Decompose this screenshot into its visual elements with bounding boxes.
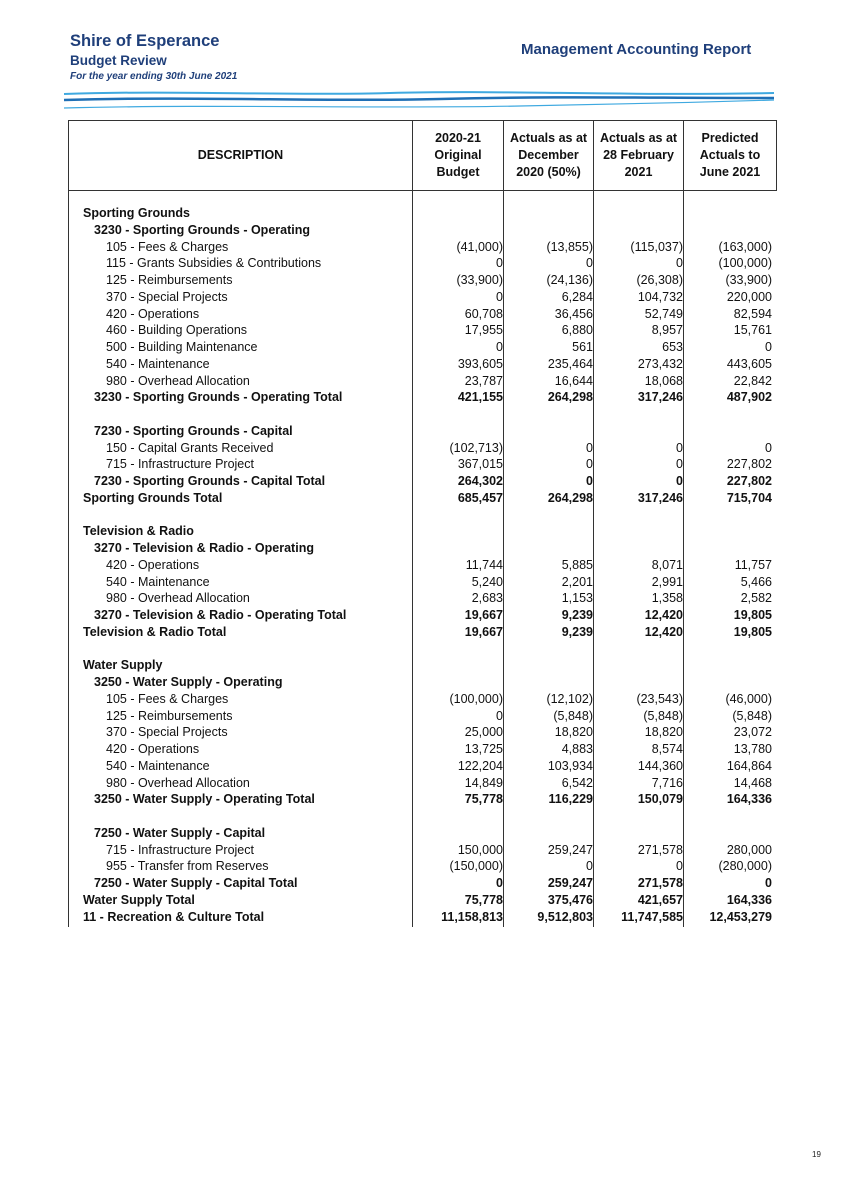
row-value: 0 xyxy=(765,340,772,354)
column-header-line: June 2021 xyxy=(699,165,761,179)
row-description: 715 - Infrastructure Project xyxy=(106,457,254,472)
column-header-description xyxy=(69,121,412,190)
row-value: 25,000 xyxy=(464,725,503,740)
row-value: 0 xyxy=(676,457,683,472)
table-row xyxy=(69,791,776,808)
row-value: 0 xyxy=(676,440,683,455)
row-value: 122,204 xyxy=(457,758,503,773)
row-value: 2,991 xyxy=(651,574,683,589)
header-bottom-border xyxy=(69,190,776,191)
row-description: 540 - Maintenance xyxy=(106,574,210,589)
table-row xyxy=(69,255,776,272)
row-value: 4,883 xyxy=(561,742,593,756)
table-row xyxy=(69,440,776,457)
row-value: 0 xyxy=(676,859,683,874)
row-value: 0 xyxy=(496,256,503,271)
row-value: 11,158,813 xyxy=(441,909,503,924)
row-value: (150,000) xyxy=(449,859,503,874)
row-description: 715 - Infrastructure Project xyxy=(106,842,254,857)
row-description: 460 - Building Operations xyxy=(106,323,248,338)
table-row xyxy=(69,473,776,490)
row-description: 980 - Overhead Allocation xyxy=(106,373,250,388)
header-wave-divider xyxy=(60,86,780,116)
row-value: 82,594 xyxy=(733,306,772,321)
row-value: 0 xyxy=(676,474,683,488)
row-value: 264,298 xyxy=(547,490,593,505)
row-value: 264,298 xyxy=(547,390,593,405)
column-header-line: Original xyxy=(434,148,482,162)
row-value: 280,000 xyxy=(726,842,772,857)
row-value: 164,336 xyxy=(726,792,772,807)
row-value: 0 xyxy=(765,440,772,455)
row-value: 487,902 xyxy=(726,390,772,405)
row-value: (100,000) xyxy=(718,256,772,271)
table-row xyxy=(69,590,776,607)
row-value: 5,466 xyxy=(740,574,772,589)
column-header-actuals-december xyxy=(504,121,593,190)
row-value: 18,068 xyxy=(644,373,683,388)
row-value: 0 xyxy=(586,859,593,874)
row-value: 421,657 xyxy=(637,892,683,907)
table-row xyxy=(69,574,776,591)
table-row xyxy=(69,674,776,691)
table-row xyxy=(69,892,776,909)
column-header-predicted-actuals xyxy=(684,121,776,190)
row-value: 8,071 xyxy=(651,557,683,572)
table-row xyxy=(69,423,776,440)
row-value: 164,336 xyxy=(726,892,772,907)
table-row xyxy=(69,691,776,708)
row-description: 105 - Fees & Charges xyxy=(106,691,229,706)
row-value: 103,934 xyxy=(547,758,593,773)
row-value: 19,805 xyxy=(733,608,772,622)
row-value: (5,848) xyxy=(553,708,593,723)
document-subtitle: Budget Review xyxy=(70,53,167,68)
row-value: 18,820 xyxy=(644,725,683,740)
row-value: 164,864 xyxy=(726,758,772,773)
row-value: (13,855) xyxy=(546,239,593,254)
column-header-line: 2020 (50%) xyxy=(516,165,581,179)
row-description: 980 - Overhead Allocation xyxy=(106,775,250,790)
row-value: 271,578 xyxy=(637,842,683,857)
row-description: 11 - Recreation & Culture Total xyxy=(83,909,265,924)
row-value: 0 xyxy=(765,876,772,890)
row-description: 150 - Capital Grants Received xyxy=(106,440,274,455)
table-row xyxy=(69,490,776,507)
row-value: 14,849 xyxy=(464,775,503,790)
row-value: (102,713) xyxy=(449,440,503,455)
row-value: 9,239 xyxy=(561,624,593,639)
row-value: 259,247 xyxy=(547,842,593,857)
row-value: 17,955 xyxy=(464,323,503,338)
row-value: 0 xyxy=(496,708,503,723)
table-row xyxy=(69,724,776,741)
row-description: 115 - Grants Subsidies & Contributions xyxy=(106,256,322,271)
row-value: 0 xyxy=(586,457,593,472)
spacer-row xyxy=(69,641,776,658)
row-value: (280,000) xyxy=(718,859,772,874)
wave-line-thin xyxy=(64,100,774,108)
table-body xyxy=(69,205,776,925)
row-value: 13,725 xyxy=(464,742,503,756)
column-header-actuals-february xyxy=(594,121,683,190)
row-value: 2,683 xyxy=(471,591,503,606)
row-description: 3230 - Sporting Grounds - Operating Total xyxy=(94,390,343,405)
row-value: 375,476 xyxy=(547,892,593,907)
row-value: (26,308) xyxy=(636,273,683,287)
row-description: 7230 - Sporting Grounds - Capital xyxy=(94,423,293,438)
row-value: 367,015 xyxy=(457,457,503,472)
row-value: 23,072 xyxy=(733,725,772,740)
row-value: 12,420 xyxy=(644,608,683,622)
row-description: 540 - Maintenance xyxy=(106,758,210,773)
row-value: 685,457 xyxy=(457,490,503,505)
table-row xyxy=(69,657,776,674)
table-row xyxy=(69,389,776,406)
row-value: 11,744 xyxy=(465,557,503,572)
row-value: 150,000 xyxy=(457,842,503,857)
row-description: 125 - Reimbursements xyxy=(106,273,233,287)
row-value: (23,543) xyxy=(636,691,683,706)
row-value: (5,848) xyxy=(643,708,683,723)
row-value: 6,542 xyxy=(561,775,593,790)
organization-name: Shire of Esperance xyxy=(70,32,220,50)
row-value: 0 xyxy=(676,256,683,271)
column-header-line: 2021 xyxy=(624,165,653,179)
row-description: 3270 - Television & Radio - Operating Total xyxy=(94,608,347,622)
row-description: 500 - Building Maintenance xyxy=(106,340,258,354)
row-value: 6,880 xyxy=(561,323,593,338)
row-value: 9,512,803 xyxy=(537,909,593,924)
row-description: 105 - Fees & Charges xyxy=(106,239,229,254)
table-row xyxy=(69,607,776,624)
table-row xyxy=(69,272,776,289)
row-description: 420 - Operations xyxy=(106,306,200,321)
column-header-original-budget xyxy=(413,121,503,190)
row-value: 104,732 xyxy=(637,289,683,304)
table-row xyxy=(69,322,776,339)
table-row xyxy=(69,842,776,859)
row-value: 2,582 xyxy=(740,591,772,606)
row-value: 273,432 xyxy=(637,356,683,371)
row-value: 421,155 xyxy=(457,390,503,405)
row-value: 317,246 xyxy=(637,390,683,405)
row-value: 13,780 xyxy=(733,742,772,756)
row-description: 980 - Overhead Allocation xyxy=(106,591,250,606)
row-value: 0 xyxy=(586,440,593,455)
row-value: 11,747,585 xyxy=(621,909,683,924)
row-description: 420 - Operations xyxy=(106,742,200,756)
table-row xyxy=(69,775,776,792)
table-row xyxy=(69,758,776,775)
header-right-border xyxy=(776,121,777,191)
table-row xyxy=(69,875,776,892)
row-description: 7250 - Water Supply - Capital xyxy=(94,825,266,840)
row-value: (33,900) xyxy=(456,273,503,287)
report-title: Management Accounting Report xyxy=(521,41,752,58)
row-value: 6,284 xyxy=(561,289,593,304)
row-value: 52,749 xyxy=(644,306,683,321)
row-description: Sporting Grounds xyxy=(83,206,190,220)
row-value: 9,239 xyxy=(561,608,593,622)
row-value: 561 xyxy=(572,340,593,354)
row-value: (33,900) xyxy=(725,273,772,287)
row-value: 235,464 xyxy=(547,356,593,371)
row-value: 22,842 xyxy=(733,373,772,388)
row-description: 3230 - Sporting Grounds - Operating xyxy=(94,222,310,237)
row-value: 16,644 xyxy=(554,373,593,388)
table-row xyxy=(69,909,776,926)
row-description: 3270 - Television & Radio - Operating xyxy=(94,541,314,555)
row-value: (46,000) xyxy=(725,691,772,706)
row-value: 271,578 xyxy=(637,876,683,890)
table-row xyxy=(69,306,776,323)
row-description: 125 - Reimbursements xyxy=(106,708,233,723)
row-value: 0 xyxy=(586,256,593,271)
spacer-row xyxy=(69,507,776,524)
table-row xyxy=(69,456,776,473)
row-description: 420 - Operations xyxy=(106,557,200,572)
row-value: 12,420 xyxy=(644,624,683,639)
row-description: 955 - Transfer from Reserves xyxy=(106,859,269,874)
row-value: (41,000) xyxy=(456,239,503,254)
row-value: 150,079 xyxy=(637,792,683,807)
row-value: 8,957 xyxy=(651,323,683,338)
row-description: 370 - Special Projects xyxy=(106,725,228,740)
row-description: Television & Radio xyxy=(83,524,194,539)
row-value: 116,229 xyxy=(548,792,593,807)
row-value: 227,802 xyxy=(726,474,772,488)
row-description: Water Supply xyxy=(83,658,163,673)
row-value: 715,704 xyxy=(726,490,772,505)
spacer-row xyxy=(69,808,776,825)
row-value: 8,574 xyxy=(651,742,683,756)
row-value: 144,360 xyxy=(637,758,683,773)
row-value: (163,000) xyxy=(718,239,772,254)
row-value: 15,761 xyxy=(733,323,772,338)
row-description: 540 - Maintenance xyxy=(106,356,210,371)
row-description: 3250 - Water Supply - Operating xyxy=(94,675,283,689)
column-header-line: Actuals as at xyxy=(509,131,588,145)
row-value: 18,820 xyxy=(554,725,593,740)
row-value: (24,136) xyxy=(546,273,593,287)
row-value: 5,885 xyxy=(561,557,593,572)
table-row xyxy=(69,339,776,356)
row-value: 75,778 xyxy=(464,892,503,907)
table-row xyxy=(69,741,776,758)
column-header-line: December xyxy=(518,148,579,162)
column-header-line: Budget xyxy=(436,165,480,179)
row-value: 23,787 xyxy=(464,373,503,388)
row-value: 653 xyxy=(662,340,683,354)
row-description: Television & Radio Total xyxy=(83,624,227,639)
column-header-line: DESCRIPTION xyxy=(197,148,284,162)
row-value: 264,302 xyxy=(457,474,503,488)
page-number: 19 xyxy=(812,1150,821,1159)
table-row xyxy=(69,205,776,222)
row-value: 227,802 xyxy=(726,457,772,472)
row-value: 0 xyxy=(496,876,503,890)
row-value: 5,240 xyxy=(471,574,503,589)
reporting-period: For the year ending 30th June 2021 xyxy=(70,71,238,82)
table-row xyxy=(69,289,776,306)
row-value: 36,456 xyxy=(554,306,593,321)
budget-table xyxy=(68,120,777,927)
column-header-line: Actuals as at xyxy=(599,131,678,145)
table-row xyxy=(69,708,776,725)
row-value: 0 xyxy=(496,289,503,304)
row-value: 19,805 xyxy=(733,624,772,639)
table-row xyxy=(69,624,776,641)
spacer-row xyxy=(69,406,776,423)
row-value: 19,667 xyxy=(464,624,503,639)
row-value: 14,468 xyxy=(733,775,772,790)
column-header-line: Actuals to xyxy=(699,148,761,162)
row-value: 19,667 xyxy=(464,608,503,622)
column-header-line: Predicted xyxy=(701,131,759,145)
row-value: 220,000 xyxy=(726,289,772,304)
column-header-line: 2020-21 xyxy=(435,131,481,145)
table-row xyxy=(69,222,776,239)
row-value: 1,153 xyxy=(561,591,593,606)
row-value: 259,247 xyxy=(547,876,593,890)
row-value: 11,757 xyxy=(734,557,772,572)
table-row xyxy=(69,239,776,256)
row-value: (115,037) xyxy=(630,239,683,254)
row-value: (100,000) xyxy=(449,691,503,706)
table-row xyxy=(69,557,776,574)
row-description: Water Supply Total xyxy=(83,892,195,907)
row-value: 7,716 xyxy=(651,775,683,790)
row-value: 1,358 xyxy=(651,591,683,606)
row-value: 0 xyxy=(586,474,593,488)
table-row xyxy=(69,356,776,373)
row-value: (12,102) xyxy=(546,691,593,706)
table-row xyxy=(69,825,776,842)
row-description: 3250 - Water Supply - Operating Total xyxy=(94,792,315,807)
row-description: 7230 - Sporting Grounds - Capital Total xyxy=(94,474,326,488)
table-row xyxy=(69,540,776,557)
wave-line-dark xyxy=(64,97,774,100)
row-description: Sporting Grounds Total xyxy=(83,490,223,505)
column-header-line: 28 February xyxy=(603,148,674,162)
row-value: 443,605 xyxy=(726,356,772,371)
row-value: (5,848) xyxy=(732,708,772,723)
table-row xyxy=(69,858,776,875)
table-row xyxy=(69,523,776,540)
table-row xyxy=(69,373,776,390)
row-value: 12,453,279 xyxy=(709,909,772,924)
wave-line-light xyxy=(64,92,774,94)
row-value: 60,708 xyxy=(464,306,503,321)
row-value: 75,778 xyxy=(464,792,503,807)
row-value: 2,201 xyxy=(561,574,593,589)
row-value: 0 xyxy=(496,340,503,354)
row-description: 370 - Special Projects xyxy=(106,289,228,304)
row-description: 7250 - Water Supply - Capital Total xyxy=(94,876,298,890)
row-value: 317,246 xyxy=(637,490,683,505)
row-value: 393,605 xyxy=(457,356,503,371)
